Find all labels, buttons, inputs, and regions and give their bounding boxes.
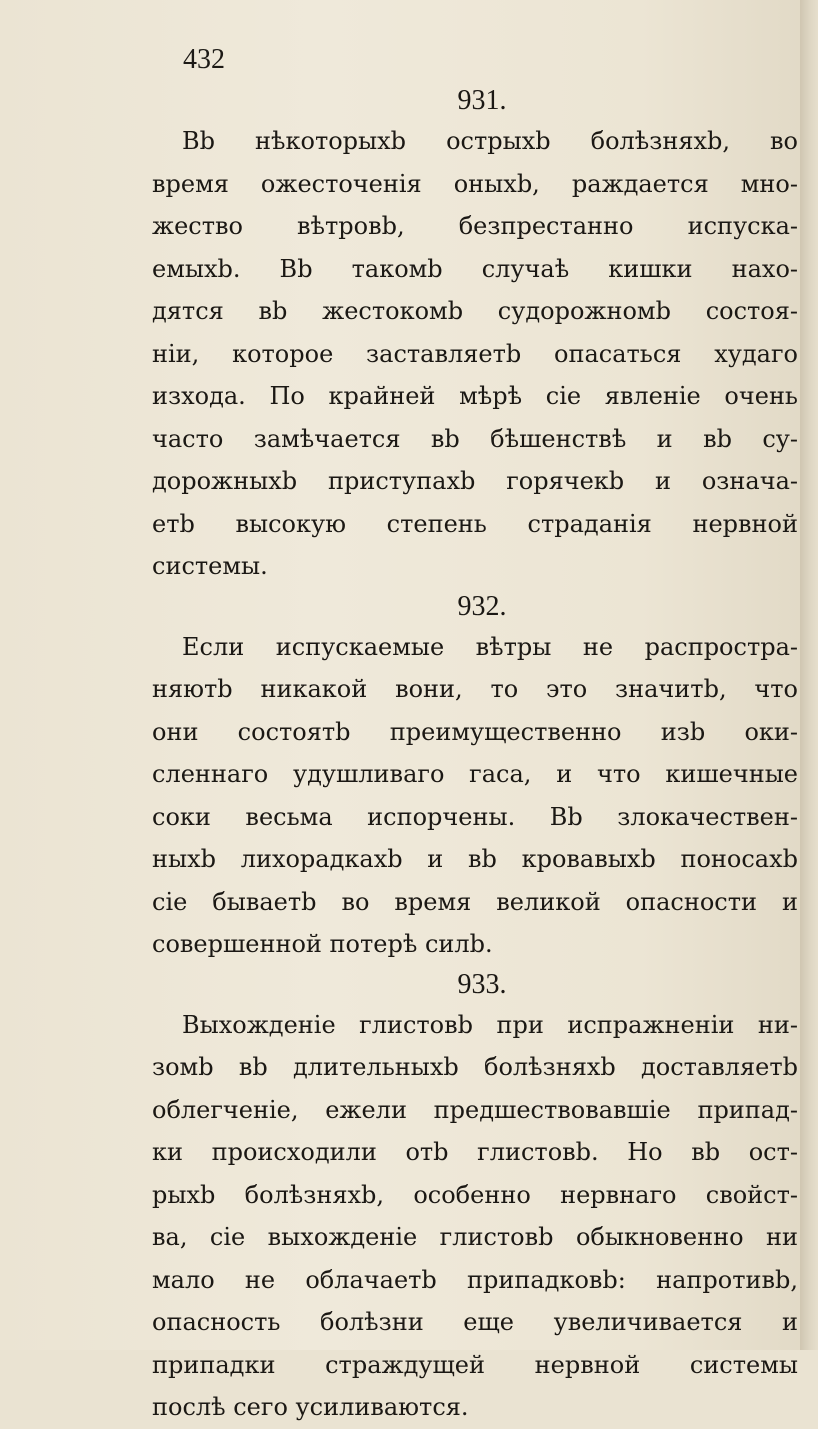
paragraph-933: [152, 1004, 798, 1429]
text-line: послѣ сего усиливаются.: [152, 1393, 469, 1421]
text-line: няютb никакой вони, то это значитb, что: [152, 675, 798, 703]
section-number-933: 933.: [457, 968, 507, 1000]
text-line: зомb вb длительныхb болѣзняхb доставляетb: [152, 1053, 798, 1081]
text-line: сленнаго удушливаго гаса, и что кишечные: [152, 760, 798, 788]
paragraph-932: [152, 626, 798, 966]
section-number-932: 932.: [457, 590, 507, 622]
text-line: дятся вb жестокомb судорожномb состоя-: [152, 297, 798, 325]
text-line: Если испускаемые вѣтры не распростра-: [182, 632, 798, 661]
text-line: они состоятb преимущественно изb оки-: [152, 717, 798, 746]
text-line: Выхожденіе глистовb при испражненіи ни-: [182, 1010, 798, 1039]
text-line: ва, сіе выхожденіе глистовb обыкновенно ни: [152, 1223, 798, 1251]
text-line: ніи, которое заставляетb опасаться худаго: [152, 339, 798, 368]
text-line: ки происходили отb глистовb. Но вb ост-: [152, 1138, 798, 1166]
text-line: рыхb болѣзняхb, особенно нервнаго свойст-: [152, 1180, 798, 1209]
text-block: [152, 82, 798, 1429]
page-number: 432: [183, 44, 225, 75]
section-number-931: 931.: [457, 85, 507, 116]
text-line: облегченіе, ежели предшествовавшіе припад-: [152, 1095, 798, 1124]
text-line: жество вѣтровb, безпрестанно испуска-: [152, 212, 798, 240]
text-line: совершенной потерѣ силb.: [152, 930, 493, 958]
text-line: опасность болѣзни еще увеличивается и: [152, 1308, 798, 1336]
paragraph-931: [152, 120, 798, 588]
text-line: етb высокую степень страданія нервной: [152, 509, 798, 538]
text-line: сіе бываетb во время великой опасности и: [152, 887, 798, 916]
text-line: мало не облачаетb припадковb: напротивb,: [152, 1265, 798, 1294]
page-edge: [800, 0, 818, 1350]
text-line: изхода. По крайней мѣрѣ сіе явленіе очень: [152, 382, 798, 410]
text-line: системы.: [152, 552, 268, 580]
text-line: часто замѣчается вb бѣшенствѣ и вb су-: [152, 424, 798, 453]
text-line: ныхb лихорадкахb и вb кровавыхb поносахb: [152, 845, 798, 873]
text-line: соки весьма испорчены. Вb злокачествен-: [152, 802, 798, 831]
text-line: время ожесточенія оныхb, раждается мно-: [152, 169, 798, 198]
text-line: припадки страждущей нервной системы: [152, 1350, 798, 1379]
text-line: дорожныхb приступахb горячекb и означа-: [152, 467, 798, 495]
text-line: емыхb. Вb такомb случаѣ кишки нахо-: [152, 254, 798, 283]
text-line: Вb нѣкоторыхb острыхb болѣзняхb, во: [182, 127, 798, 155]
